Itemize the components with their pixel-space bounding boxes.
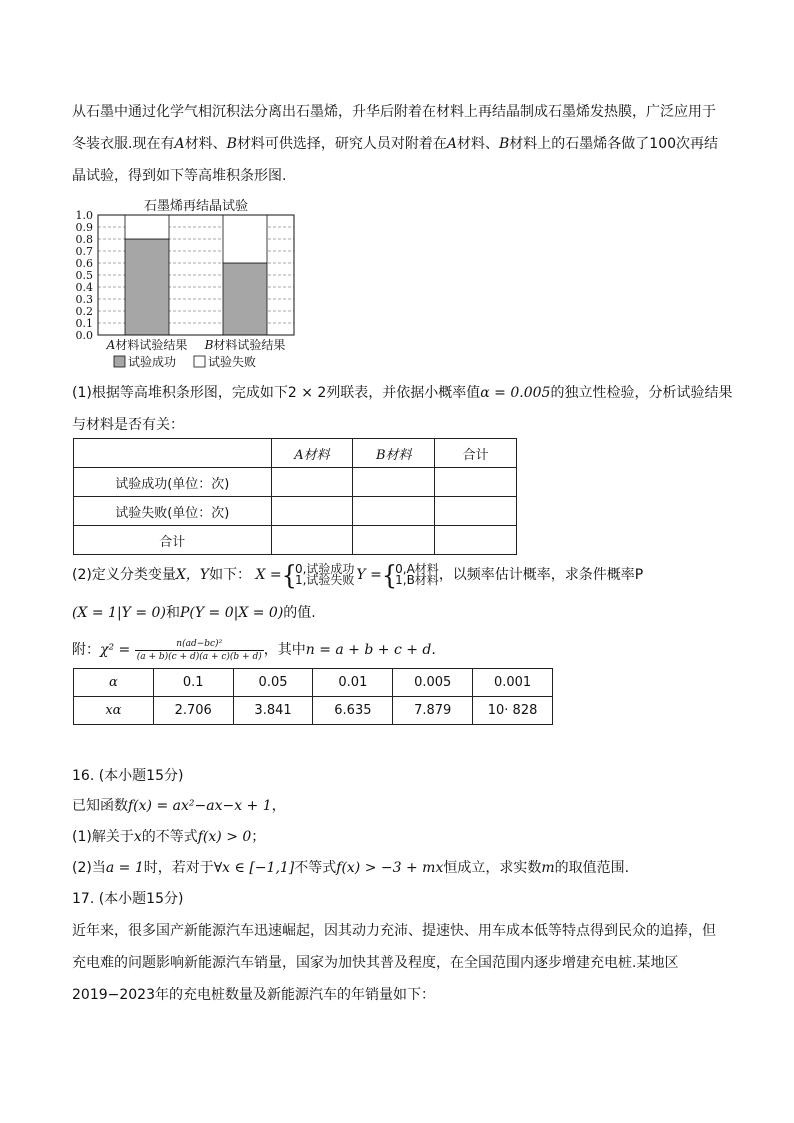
y-tick-label: 0.2: [75, 305, 93, 318]
table-row: [74, 697, 553, 725]
bar-failure: [223, 215, 267, 263]
y-tick-label: 0.7: [75, 245, 93, 258]
x-tick-label: B材料试验结果: [204, 338, 286, 352]
contingency-table: [73, 438, 517, 555]
critical-value-table: [73, 668, 553, 725]
chi-square-fraction: $\frac{\text{n(ad−bc)²}}{(a + b)(c + d)(a + c)(b + d)}$: [136, 638, 262, 662]
table-cell: [74, 439, 272, 468]
y-tick-label: 0.9: [75, 221, 93, 234]
table-cell: [271, 526, 353, 555]
table-cell: 0.1: [153, 669, 233, 697]
table-header-a: A材料: [271, 439, 353, 468]
y-tick-label: 0.4: [75, 281, 93, 294]
table-cell: 6.635: [313, 697, 393, 725]
legend-label: 试验成功: [128, 355, 177, 369]
x-tick-label: A材料试验结果: [106, 338, 188, 352]
q2-line-2: (X = 1|Y = 0)和P(Y = 0|X = 0)的值.: [72, 605, 316, 621]
table-cell: 3.841: [233, 697, 313, 725]
table-cell: [435, 526, 517, 555]
y-tick-label: 0.1: [75, 317, 93, 330]
table-cell: 10· 828: [473, 697, 553, 725]
intro-line-1: 从石墨中通过化学气相沉积法分离出石墨烯，升华后附着在材料上再结晶制成石墨烯发热膜，广泛应用于: [72, 104, 716, 120]
chart-title: 石墨烯再结晶试验: [143, 199, 249, 214]
table-header-total: 合计: [435, 439, 517, 468]
y-tick-label: 0.5: [75, 269, 93, 282]
table-cell: 2.706: [153, 697, 233, 725]
table-cell: [435, 468, 517, 497]
q2-line-1: (2)定义分类变量X，Y如下： X ={ 0,试验成功 1,试验失败 Y ={ 0,A材料 1,B材料 ，以频率估计概率，求条件概率P: [72, 559, 644, 591]
intro-line-3: 晶试验，得到如下等高堆积条形图.: [72, 168, 287, 184]
bar-success: [223, 263, 267, 335]
q1-line-1: (1)根据等高堆积条形图，完成如下2 × 2列联表，并依据小概率值α = 0.005的独立性检验，分析试验结果: [72, 385, 733, 401]
legend-swatch-failure: [194, 356, 205, 367]
table-row: [74, 669, 553, 697]
q16-part-1: (1)解关于x的不等式f(x) > 0；: [72, 829, 266, 845]
table-cell: 0.05: [233, 669, 313, 697]
q16-given: 已知函数f(x) = ax²−ax−x + 1，: [72, 798, 286, 814]
y-tick-label: 0.6: [75, 257, 93, 270]
table-cell: 0.001: [473, 669, 553, 697]
appendix-formula: 附：χ² = $\frac{\text{n(ad−bc)²}}{(a + b)(c + d)(a + c)(b + d)}$ ，其中n = a + b + c + d.: [72, 638, 436, 662]
table-cell: [271, 468, 353, 497]
q17-line-3: 2019−2023年的充电桩数量及新能源汽车的年销量如下：: [72, 987, 435, 1003]
table-cell: [353, 497, 435, 526]
legend-label: 试验失败: [208, 355, 257, 369]
y-tick-label: 1.0: [75, 209, 93, 222]
table-header-b: B材料: [353, 439, 435, 468]
q1-line-2: 与材料是否有关：: [72, 417, 184, 433]
row-label-total: 合计: [74, 526, 272, 555]
q16-part-2: (2)当a = 1时，若对于∀x ∈ [−1,1]不等式f(x) > −3 + mx恒成立，求实数m的取值范围.: [72, 860, 630, 876]
q17-line-1: 近年来，很多国产新能源汽车迅速崛起，因其动力充沛、提速快、用车成本低等特点得到民众的追捧，但: [72, 923, 716, 939]
row-label-failure: 试验失败(单位：次): [74, 497, 272, 526]
y-tick-label: 0.8: [75, 233, 93, 246]
table-cell: [353, 526, 435, 555]
table-row: [74, 439, 517, 468]
q17-line-2: 充电难的问题影响新能源汽车销量，国家为加快其普及程度，在全国范围内逐步增建充电桩.某地区: [72, 955, 679, 971]
table-cell: xα: [74, 697, 154, 725]
intro-line-2: 冬装衣服.现在有A材料、B材料可供选择，研究人员对附着在A材料、B材料上的石墨烯各做了100次再结: [72, 136, 719, 152]
table-row: [74, 468, 517, 497]
table-cell: 0.005: [393, 669, 473, 697]
table-cell: 7.879: [393, 697, 473, 725]
legend-swatch-success: [114, 356, 125, 367]
table-cell: 0.01: [313, 669, 393, 697]
table-cell: [271, 497, 353, 526]
table-cell: [353, 468, 435, 497]
row-label-success: 试验成功(单位：次): [74, 468, 272, 497]
q16-title: 16. (本小题15分): [72, 768, 184, 784]
table-row: [74, 526, 517, 555]
table-row: [74, 497, 517, 526]
stacked-bar-chart: [66, 193, 306, 373]
y-tick-label: 0.0: [75, 329, 93, 342]
bar-success: [125, 239, 169, 335]
y-tick-label: 0.3: [75, 293, 93, 306]
table-cell: [435, 497, 517, 526]
bar-failure: [125, 215, 169, 239]
table-cell: α: [74, 669, 154, 697]
q17-title: 17. (本小题15分): [72, 891, 184, 907]
